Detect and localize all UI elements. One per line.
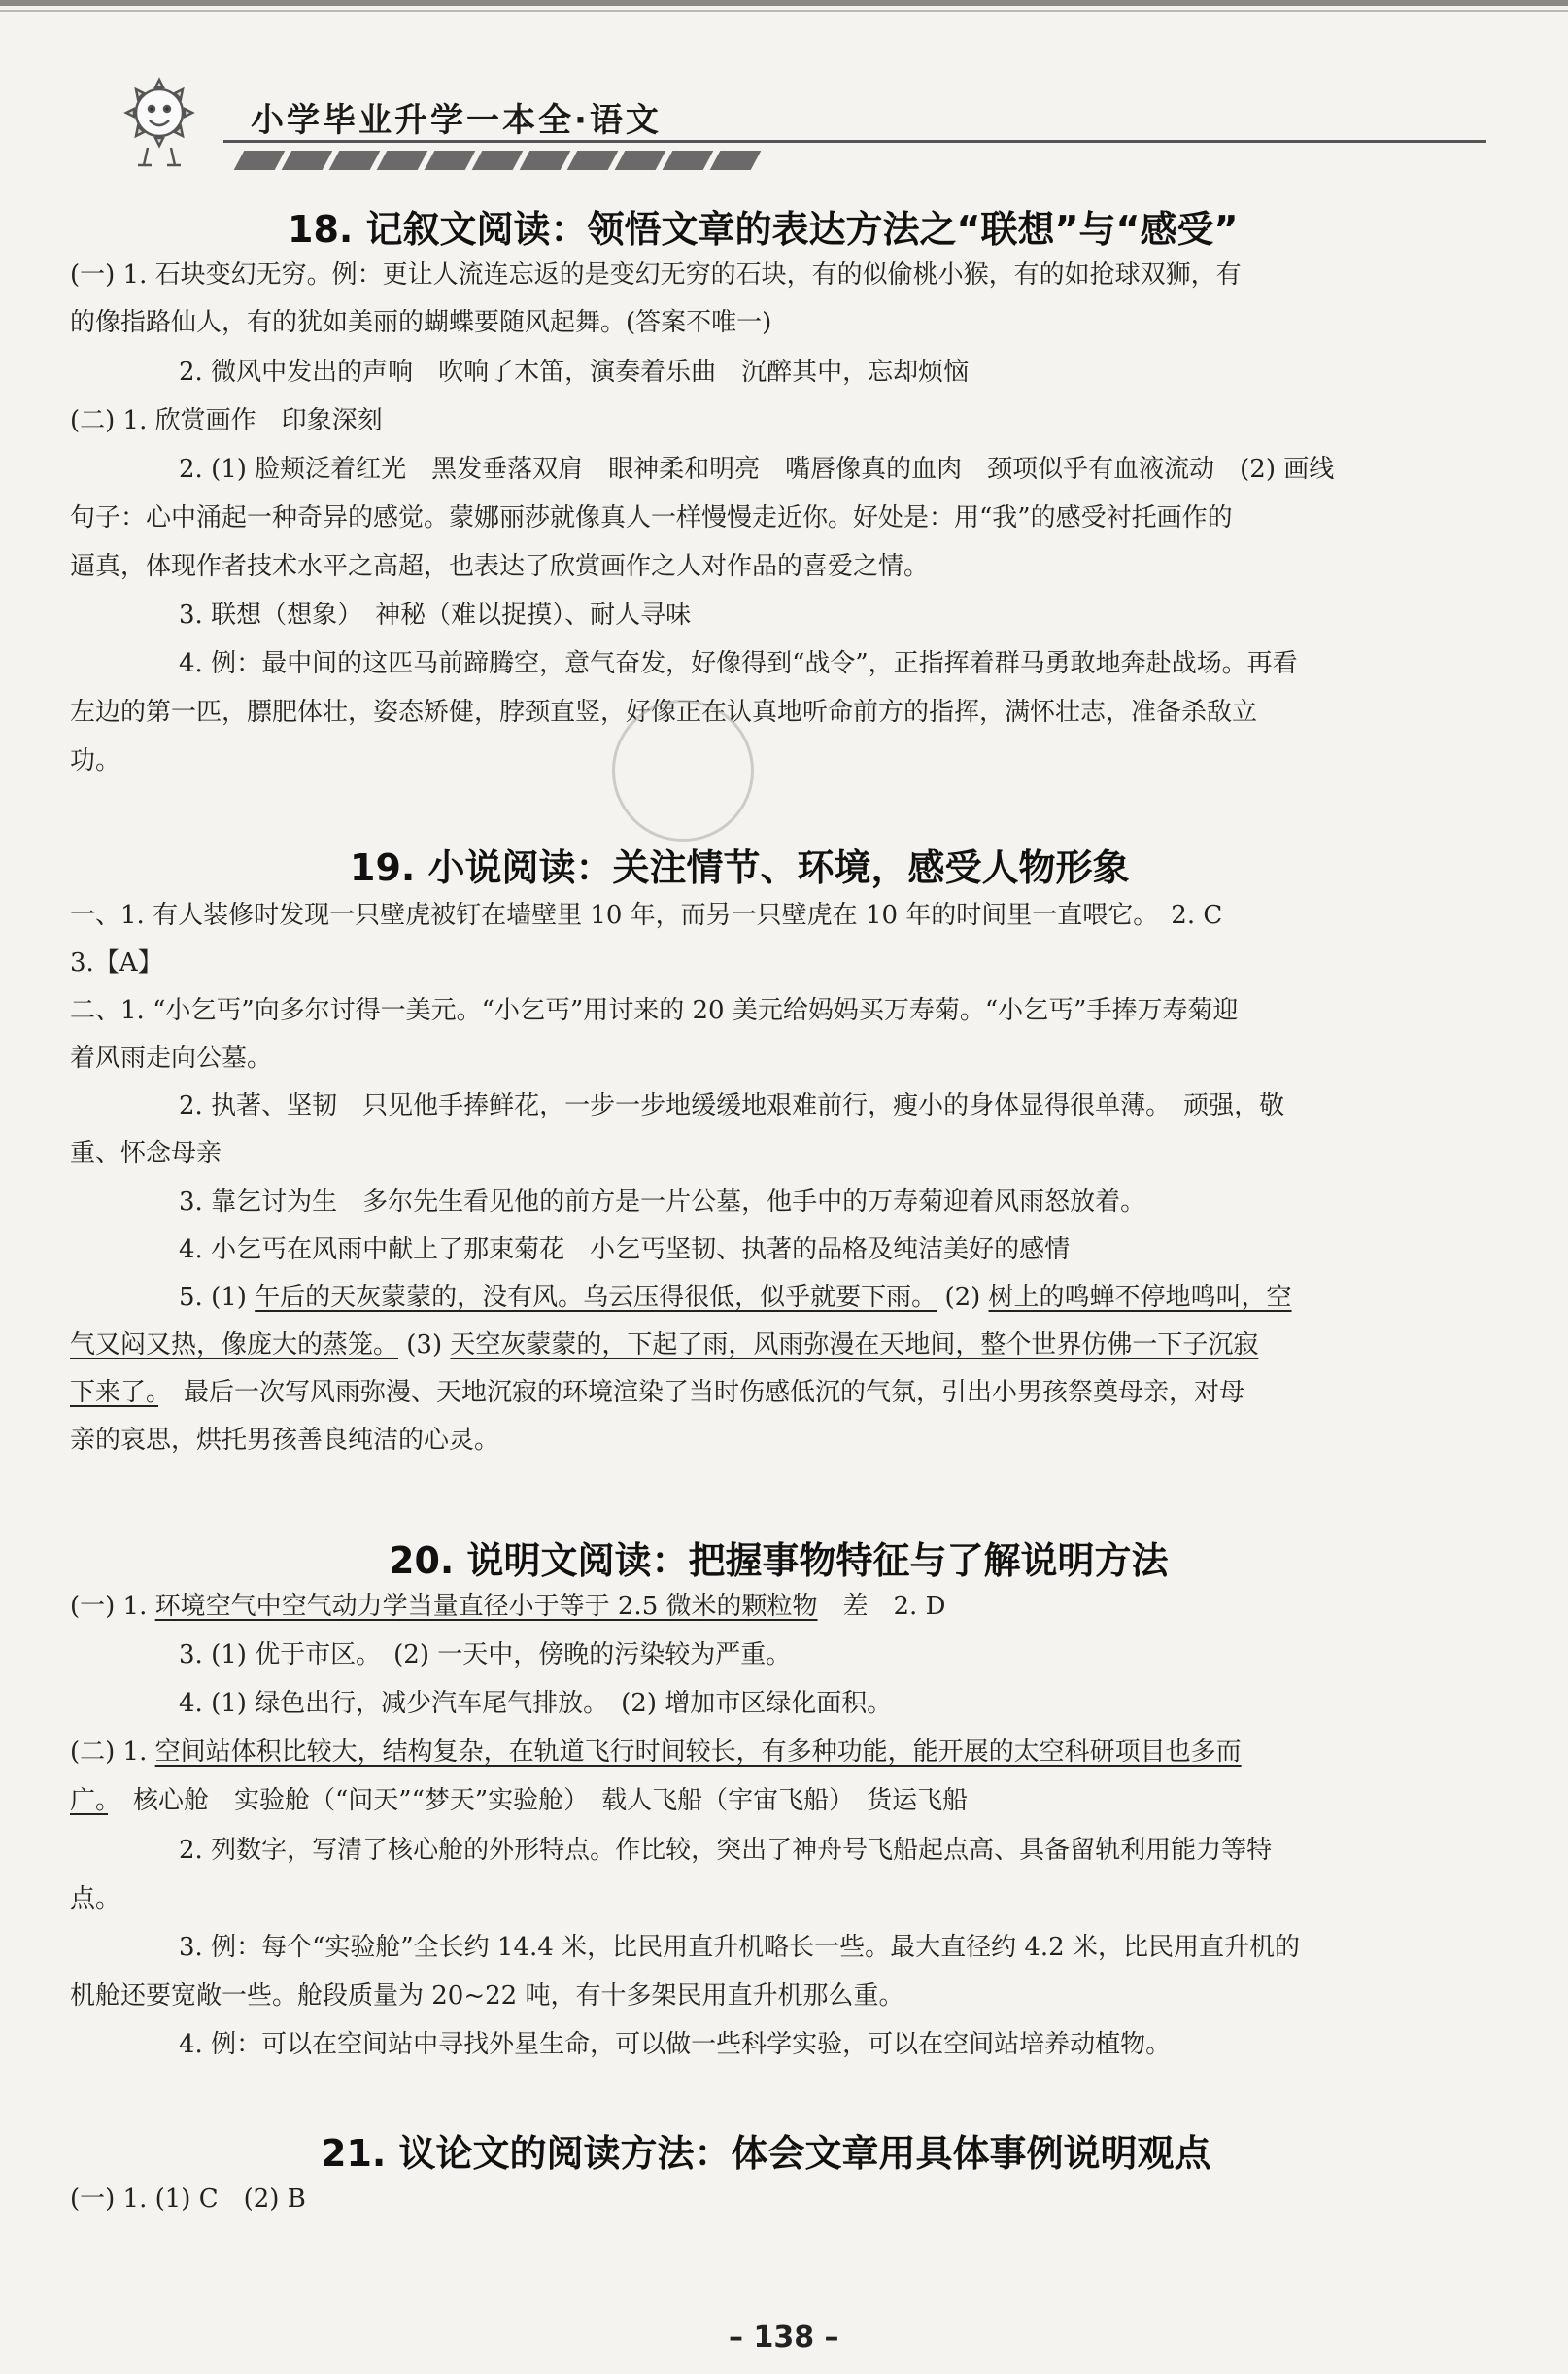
answer-line: [70, 1376, 1244, 1409]
answer-line: 3. 联想（想象） 神秘（难以捉摸）、耐人寻味: [179, 601, 692, 630]
q5-label: (3): [398, 1330, 451, 1359]
answer-text: 最后一次写风雨弥漫、天地沉寂的环境渲染了当时伤感低沉的气氛，引出小男孩祭奠母亲，对母: [158, 1378, 1245, 1407]
header-stripes: [239, 151, 812, 172]
top-border-thin: [0, 10, 1568, 12]
answer-line: 3. (1) 优于市区。 (2) 一天中，傍晚的污染较为严重。: [179, 1640, 792, 1669]
page-number: – 138 –: [729, 2321, 839, 2355]
underlined-quote: 环境空气中空气动力学当量直径小于等于 2.5 微米的颗粒物: [154, 1592, 818, 1621]
answer-line: [70, 1328, 1258, 1361]
top-border: [0, 0, 1568, 6]
answer-line: 3. 靠乞讨为生 多尔先生看见他的前方是一片公墓，他手中的万寿菊迎着风雨怒放着。: [179, 1187, 1146, 1217]
book-title: 小学毕业升学一本全·语文: [251, 101, 662, 140]
answer-line: 亲的哀思，烘托男孩善良纯洁的心灵。: [70, 1426, 500, 1455]
q5-label: 5. (1): [179, 1283, 256, 1312]
answer-line: 二、1. “小乞丐”向多尔讨得一美元。“小乞丐”用讨来的 20 美元给妈妈买万寿菊。“小乞丐”手捧万寿菊迎: [70, 996, 1239, 1025]
answer-line: 机舱还要宽敞一些。舱段质量为 20~22 吨，有十多架民用直升机那么重。: [70, 1981, 904, 2011]
answer-line: 着风雨走向公墓。: [70, 1044, 273, 1073]
section-title-21: 21. 议论文的阅读方法：体会文章用具体事例说明观点: [321, 2132, 1211, 2175]
section-title-18: 18. 记叙文阅读：领悟文章的表达方法之“联想”与“感受”: [288, 208, 1239, 251]
underlined-quote: 午后的天灰蒙蒙的，没有风。乌云压得很低，似乎就要下雨。: [255, 1283, 937, 1312]
underlined-quote: 树上的鸣蝉不停地鸣叫，空: [988, 1283, 1292, 1312]
header-rule: [223, 140, 1486, 143]
answer-line: 左边的第一匹，膘肥体壮，姿态矫健，脖颈直竖，好像正在认真地听命前方的指挥，满怀壮志，准备杀敌立: [70, 698, 1258, 727]
answer-line: (一) 1. (1) C (2) B: [70, 2185, 306, 2214]
answer-line: 2. 微风中发出的声响 吹响了木笛，演奏着乐曲 沉醉其中，忘却烦恼: [179, 358, 970, 387]
answer-line: [70, 1736, 1242, 1769]
answer-line: 逼真，体现作者技术水平之高超，也表达了欣赏画作之人对作品的喜爱之情。: [70, 552, 930, 581]
answer-line: 点。: [70, 1884, 121, 1913]
answer-line: [70, 1784, 968, 1817]
sun-mascot-icon: [115, 74, 204, 171]
answer-line: [70, 1590, 945, 1623]
answer-line: 2. 执著、坚韧 只见他手捧鲜花，一步一步地缓缓地艰难前行，瘦小的身体显得很单薄。 顽强，敬: [179, 1091, 1285, 1120]
answer-line: 功。: [70, 746, 121, 775]
section-title-20: 20. 说明文阅读：把握事物特征与了解说明方法: [389, 1539, 1169, 1582]
answer-line: (二) 1. 欣赏画作 印象深刻: [70, 406, 383, 435]
q-label: (一) 1.: [70, 1592, 155, 1621]
answer-line: (一) 1. 石块变幻无穷。例：更让人流连忘返的是变幻无穷的石块，有的似偷桃小猴，有的如抢球双狮，有: [70, 260, 1242, 290]
q-label: (二) 1.: [70, 1737, 155, 1767]
answer-line: 3.【A】: [70, 948, 163, 978]
watermark-stamp: [612, 700, 754, 842]
answer-line: 4. 例：可以在空间站中寻找外星生命，可以做一些科学实验，可以在空间站培养动植物。: [179, 2030, 1172, 2059]
underlined-quote: 广。: [70, 1786, 109, 1815]
underlined-quote: 气又闷又热，像庞大的蒸笼。: [70, 1330, 399, 1359]
answer-line: 4. 小乞丐在风雨中献上了那束菊花 小乞丐坚韧、执著的品格及纯洁美好的感情: [179, 1235, 1071, 1264]
answer-line: 重、怀念母亲: [70, 1139, 222, 1168]
answer-line: 4. (1) 绿色出行，减少汽车尾气排放。 (2) 增加市区绿化面积。: [179, 1689, 893, 1718]
answer-text: 差 2. D: [817, 1592, 946, 1621]
q5-label: (2): [937, 1283, 989, 1312]
answer-line: 4. 例：最中间的这匹马前蹄腾空，意气奋发，好像得到“战令”，正指挥着群马勇敢地奔赴战场。再看: [179, 649, 1298, 678]
answer-text: 核心舱 实验舱（“问天”“梦天”实验舱） 载人飞船（宇宙飞船） 货运飞船: [108, 1786, 969, 1815]
answer-line: [179, 1281, 1292, 1314]
answer-line: 2. (1) 脸颊泛着红光 黑发垂落双肩 眼神柔和明亮 嘴唇像真的血肉 颈项似乎有血液流动 (2) 画线: [179, 455, 1335, 484]
answer-line: 2. 列数字，写清了核心舱的外形特点。作比较，突出了神舟号飞船起点高、具备留轨利用能力等特: [179, 1836, 1273, 1865]
underlined-quote: 空间站体积比较大，结构复杂，在轨道飞行时间较长，有多种功能，能开展的太空科研项目也多而: [154, 1737, 1242, 1767]
answer-line: 句子：心中涌起一种奇异的感觉。蒙娜丽莎就像真人一样慢慢走近你。好处是：用“我”的感受衬托画作的: [70, 503, 1233, 533]
answer-line: 一、1. 有人装修时发现一只壁虎被钉在墙壁里 10 年，而另一只壁虎在 10 年的时间里一直喂它。 2. C: [70, 901, 1223, 930]
section-title-19: 19. 小说阅读：关注情节、环境，感受人物形象: [350, 846, 1130, 889]
underlined-quote: 下来了。: [70, 1378, 159, 1407]
underlined-quote: 天空灰蒙蒙的，下起了雨，风雨弥漫在天地间，整个世界仿佛一下子沉寂: [450, 1330, 1259, 1359]
answer-line: 的像指路仙人，有的犹如美丽的蝴蝶要随风起舞。(答案不唯一): [70, 308, 772, 337]
answer-line: 3. 例：每个“实验舱”全长约 14.4 米，比民用直升机略长一些。最大直径约 4.2 米，比民用直升机的: [179, 1933, 1300, 1962]
